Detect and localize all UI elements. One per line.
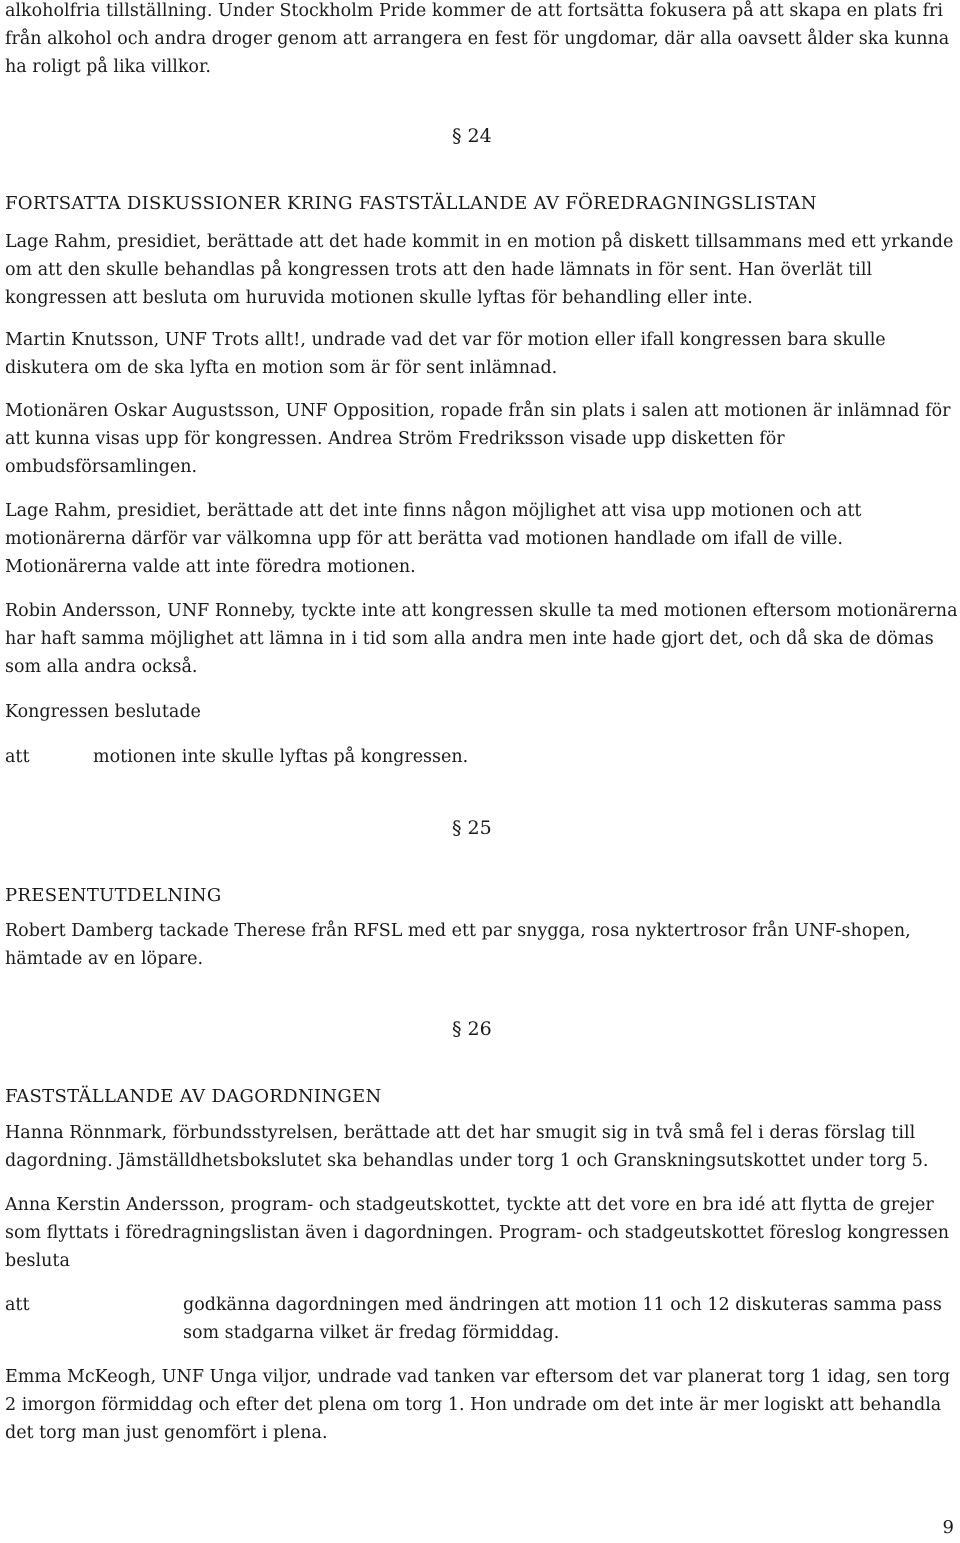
section-24-paragraph-2: Martin Knutsson, UNF Trots allt!, undrade vad det var för motion eller ifall kongressen bara skulle diskutera om de ska lyfta en motion som är för sent inlämnad. (5, 330, 886, 378)
section-26-paragraph-2: Anna Kerstin Andersson, program- och stadgeutskottet, tyckte att det vore en bra idé att flytta de grejer som flyttats i föredragningslistan även i dagordningen. Program- och stadgeutskottet föreslog kongressen besluta (5, 1195, 950, 1271)
section-26-paragraph-1: Hanna Rönnmark, förbundsstyrelsen, berättade att det har smugit sig in två små fel i deras förslag till dagordning. Jämställdhetsbokslutet ska behandlas under torg 1 och Granskningsutskottet under torg 5. (5, 1123, 929, 1171)
section-24-decision-intro: Kongressen beslutade (5, 702, 201, 722)
section-24-heading: FORTSATTA DISKUSSIONER KRING FASTSTÄLLANDE AV FÖREDRAGNINGSLISTAN (5, 193, 817, 214)
section-24-paragraph-4: Lage Rahm, presidiet, berättade att det inte finns någon möjlighet att visa upp motionen och att motionärerna därför var välkomna upp för att berätta vad motionen handlade om ifall de ville. Motionärerna valde att inte föredra motionen. (5, 501, 862, 577)
proposal-att-label: att (5, 1295, 30, 1315)
decision-text: motionen inte skulle lyftas på kongressen. (93, 747, 469, 767)
section-25-paragraph-1: Robert Damberg tackade Therese från RFSL med ett par snygga, rosa nyktertrosor från UNF-shopen, hämtade av en löpare. (5, 921, 911, 969)
section-24-paragraph-3: Motionären Oskar Augustsson, UNF Opposition, ropade från sin plats i salen att motionen är inlämnad för att kunna visas upp för kongressen. Andrea Ström Fredriksson visade upp disketten för ombudsförsamlingen. (5, 401, 951, 477)
intro-paragraph: alkoholfria tillställning. Under Stockholm Pride kommer de att fortsätta fokusera på att skapa en plats fri från alkohol och andra droger genom att arrangera en fest för ungdomar, där alla oavsett ålder ska kunna ha roligt på lika villkor. (5, 1, 950, 77)
section-26-proposal (5, 1291, 960, 1347)
section-24-paragraph-1: Lage Rahm, presidiet, berättade att det hade kommit in en motion på diskett tillsammans med ett yrkande om att den skulle behandlas på kongressen trots att den hade lämnats in för sent. Han överlät till kongressen att besluta om huruvida motionen skulle lyftas för behandling eller inte. (5, 232, 954, 308)
section-24-decision (5, 743, 960, 771)
section-26-number: § 26 (452, 1018, 492, 1040)
decision-att-label: att (5, 747, 30, 767)
section-25-heading: PRESENTUTDELNING (5, 885, 222, 906)
section-24-paragraph-5: Robin Andersson, UNF Ronneby, tyckte inte att kongressen skulle ta med motionen eftersom motionärerna har haft samma möjlighet att lämna in i tid som alla andra men inte hade gjort det, och då ska de dömas som alla andra också. (5, 601, 958, 677)
section-25-number: § 25 (452, 817, 492, 839)
section-24-number: § 24 (452, 125, 492, 147)
proposal-text: godkänna dagordningen med ändringen att motion 11 och 12 diskuteras samma pass som stadgarna vilket är fredag förmiddag. (183, 1295, 942, 1343)
section-26-paragraph-3: Emma McKeogh, UNF Unga viljor, undrade vad tanken var eftersom det var planerat torg 1 idag, sen torg 2 imorgon förmiddag och efter det plena om torg 1. Hon undrade om det inte är mer logiskt att behandla det torg man just genomfört i plena. (5, 1367, 951, 1443)
page-number: 9 (942, 1517, 954, 1538)
section-26-heading: FASTSTÄLLANDE AV DAGORDNINGEN (5, 1086, 382, 1107)
